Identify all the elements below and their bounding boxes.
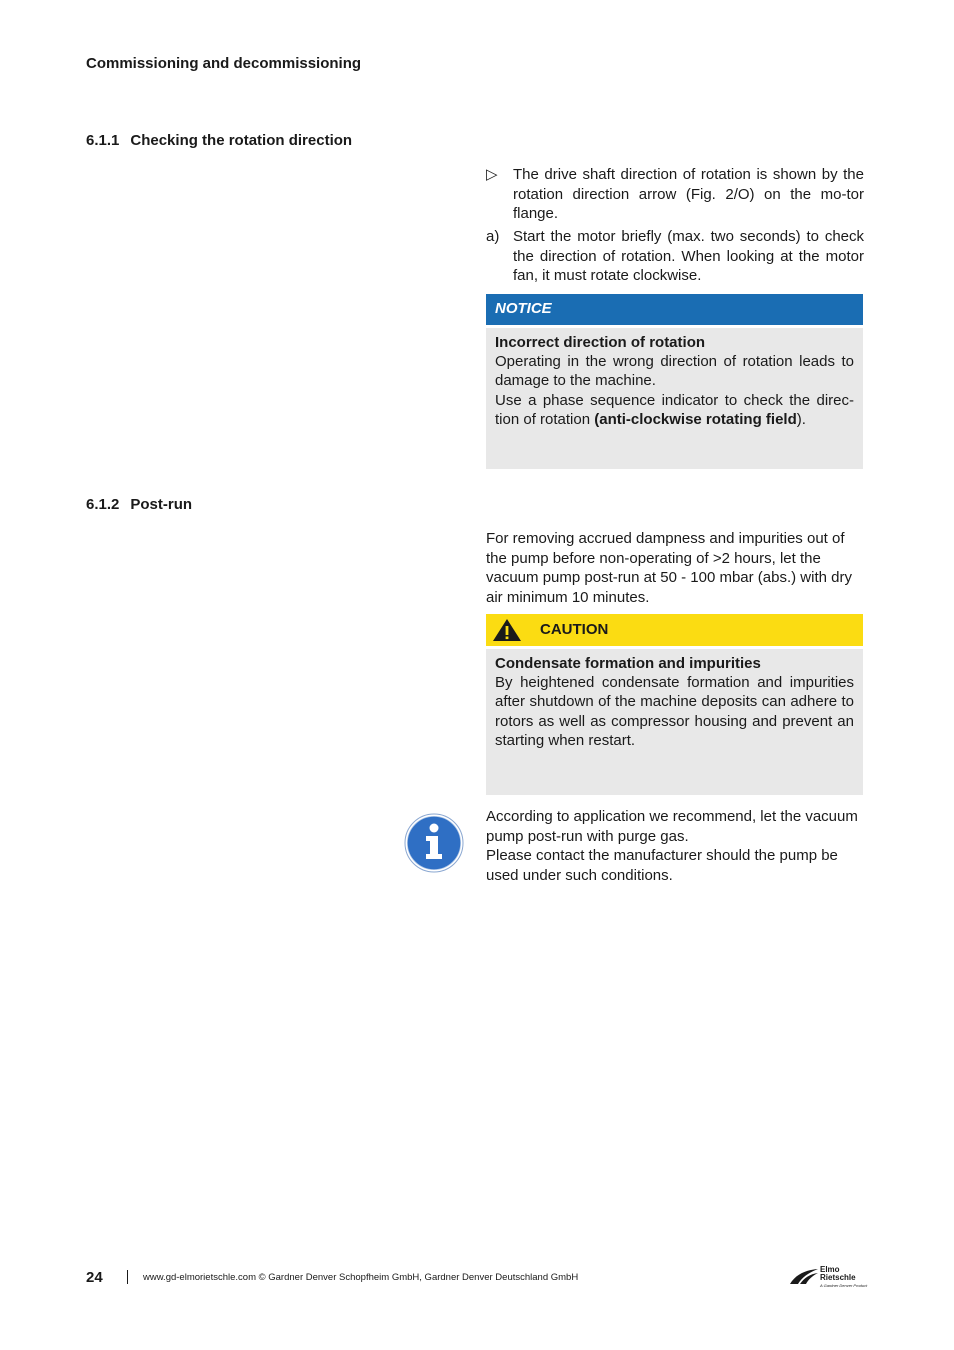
notice-label: NOTICE [495, 300, 552, 317]
caution-heading: Condensate formation and impurities [495, 655, 761, 672]
notice-text-2 [495, 391, 854, 429]
section-number: 6.1.1 [86, 132, 120, 149]
post-run-paragraph: For removing accrued dampness and impurities out of the pump before non-operating of >2 hours, let the vacuum pump post-run at 50 - 100 mbar (abs.) with dry air minimum 10 minutes. [486, 530, 852, 606]
section-title: Post-run [130, 496, 193, 513]
notice-text: Operating in the wrong direction of rotation leads to damage to the machine. [495, 353, 854, 390]
warning-triangle-icon [491, 617, 523, 643]
info-text-line2: Please contact the manufacturer should the pump be used under such conditions. [486, 847, 838, 884]
company-logo [788, 1264, 868, 1290]
website-link[interactable]: www.gd-elmorietschle.com [143, 1272, 256, 1283]
notice-heading: Incorrect direction of rotation [495, 334, 706, 351]
page-number: 24 [86, 1269, 103, 1286]
section-heading-rotation [86, 132, 352, 149]
notice-text-bold: (anti-clockwise rotating field [594, 410, 797, 428]
caution-box [486, 649, 863, 795]
notice-text-suffix: ). [796, 410, 806, 428]
step-marker: a) [486, 228, 500, 245]
caution-text: By heightened condensate formation and impurities after shutdown of the machine deposits can adhere to rotors as well as compressor housing and prevent an starting when restart. [495, 674, 854, 749]
section-number: 6.1.2 [86, 496, 120, 513]
list-item-text: The drive shaft direction of rotation is shown by the rotation direction arrow (Fig. 2/O) on the mo-tor flange. [513, 166, 864, 222]
logo-line2: Rietschle [820, 1273, 856, 1282]
info-text-line1: According to application we recommend, let the vacuum pump post-run with purge gas. [486, 808, 858, 845]
list-item-text: Start the motor briefly (max. two seconds) to check the direction of rotation. When looking at the motor fan, it must rotate clockwise. [513, 228, 864, 284]
section-heading-post-run [86, 496, 192, 513]
footer-divider [127, 1270, 128, 1284]
logo-line1: Elmo [820, 1265, 840, 1274]
list-item [486, 165, 864, 224]
notice-box [486, 328, 863, 469]
info-text [486, 807, 863, 885]
logo-tagline: A Gardner Denver Product [820, 1283, 868, 1288]
page-header-title: Commissioning and decommissioning [86, 55, 362, 72]
logo-swoosh-icon [788, 1268, 820, 1286]
caution-label: CAUTION [540, 621, 609, 638]
copyright-text: © Gardner Denver Schopfheim GmbH, Gardner Denver Deutschland GmbH [255, 1272, 579, 1283]
list-item [486, 227, 864, 286]
notice-text-prefix: Use a phase sequence indicator to check the direc-tion of rotation [495, 391, 854, 428]
section-title: Checking the rotation direction [130, 132, 353, 149]
triangle-bullet-icon: ▷ [486, 166, 498, 183]
notice-header [486, 294, 863, 325]
caution-header [486, 614, 863, 646]
info-icon [404, 813, 464, 878]
footer-text [143, 1272, 578, 1283]
